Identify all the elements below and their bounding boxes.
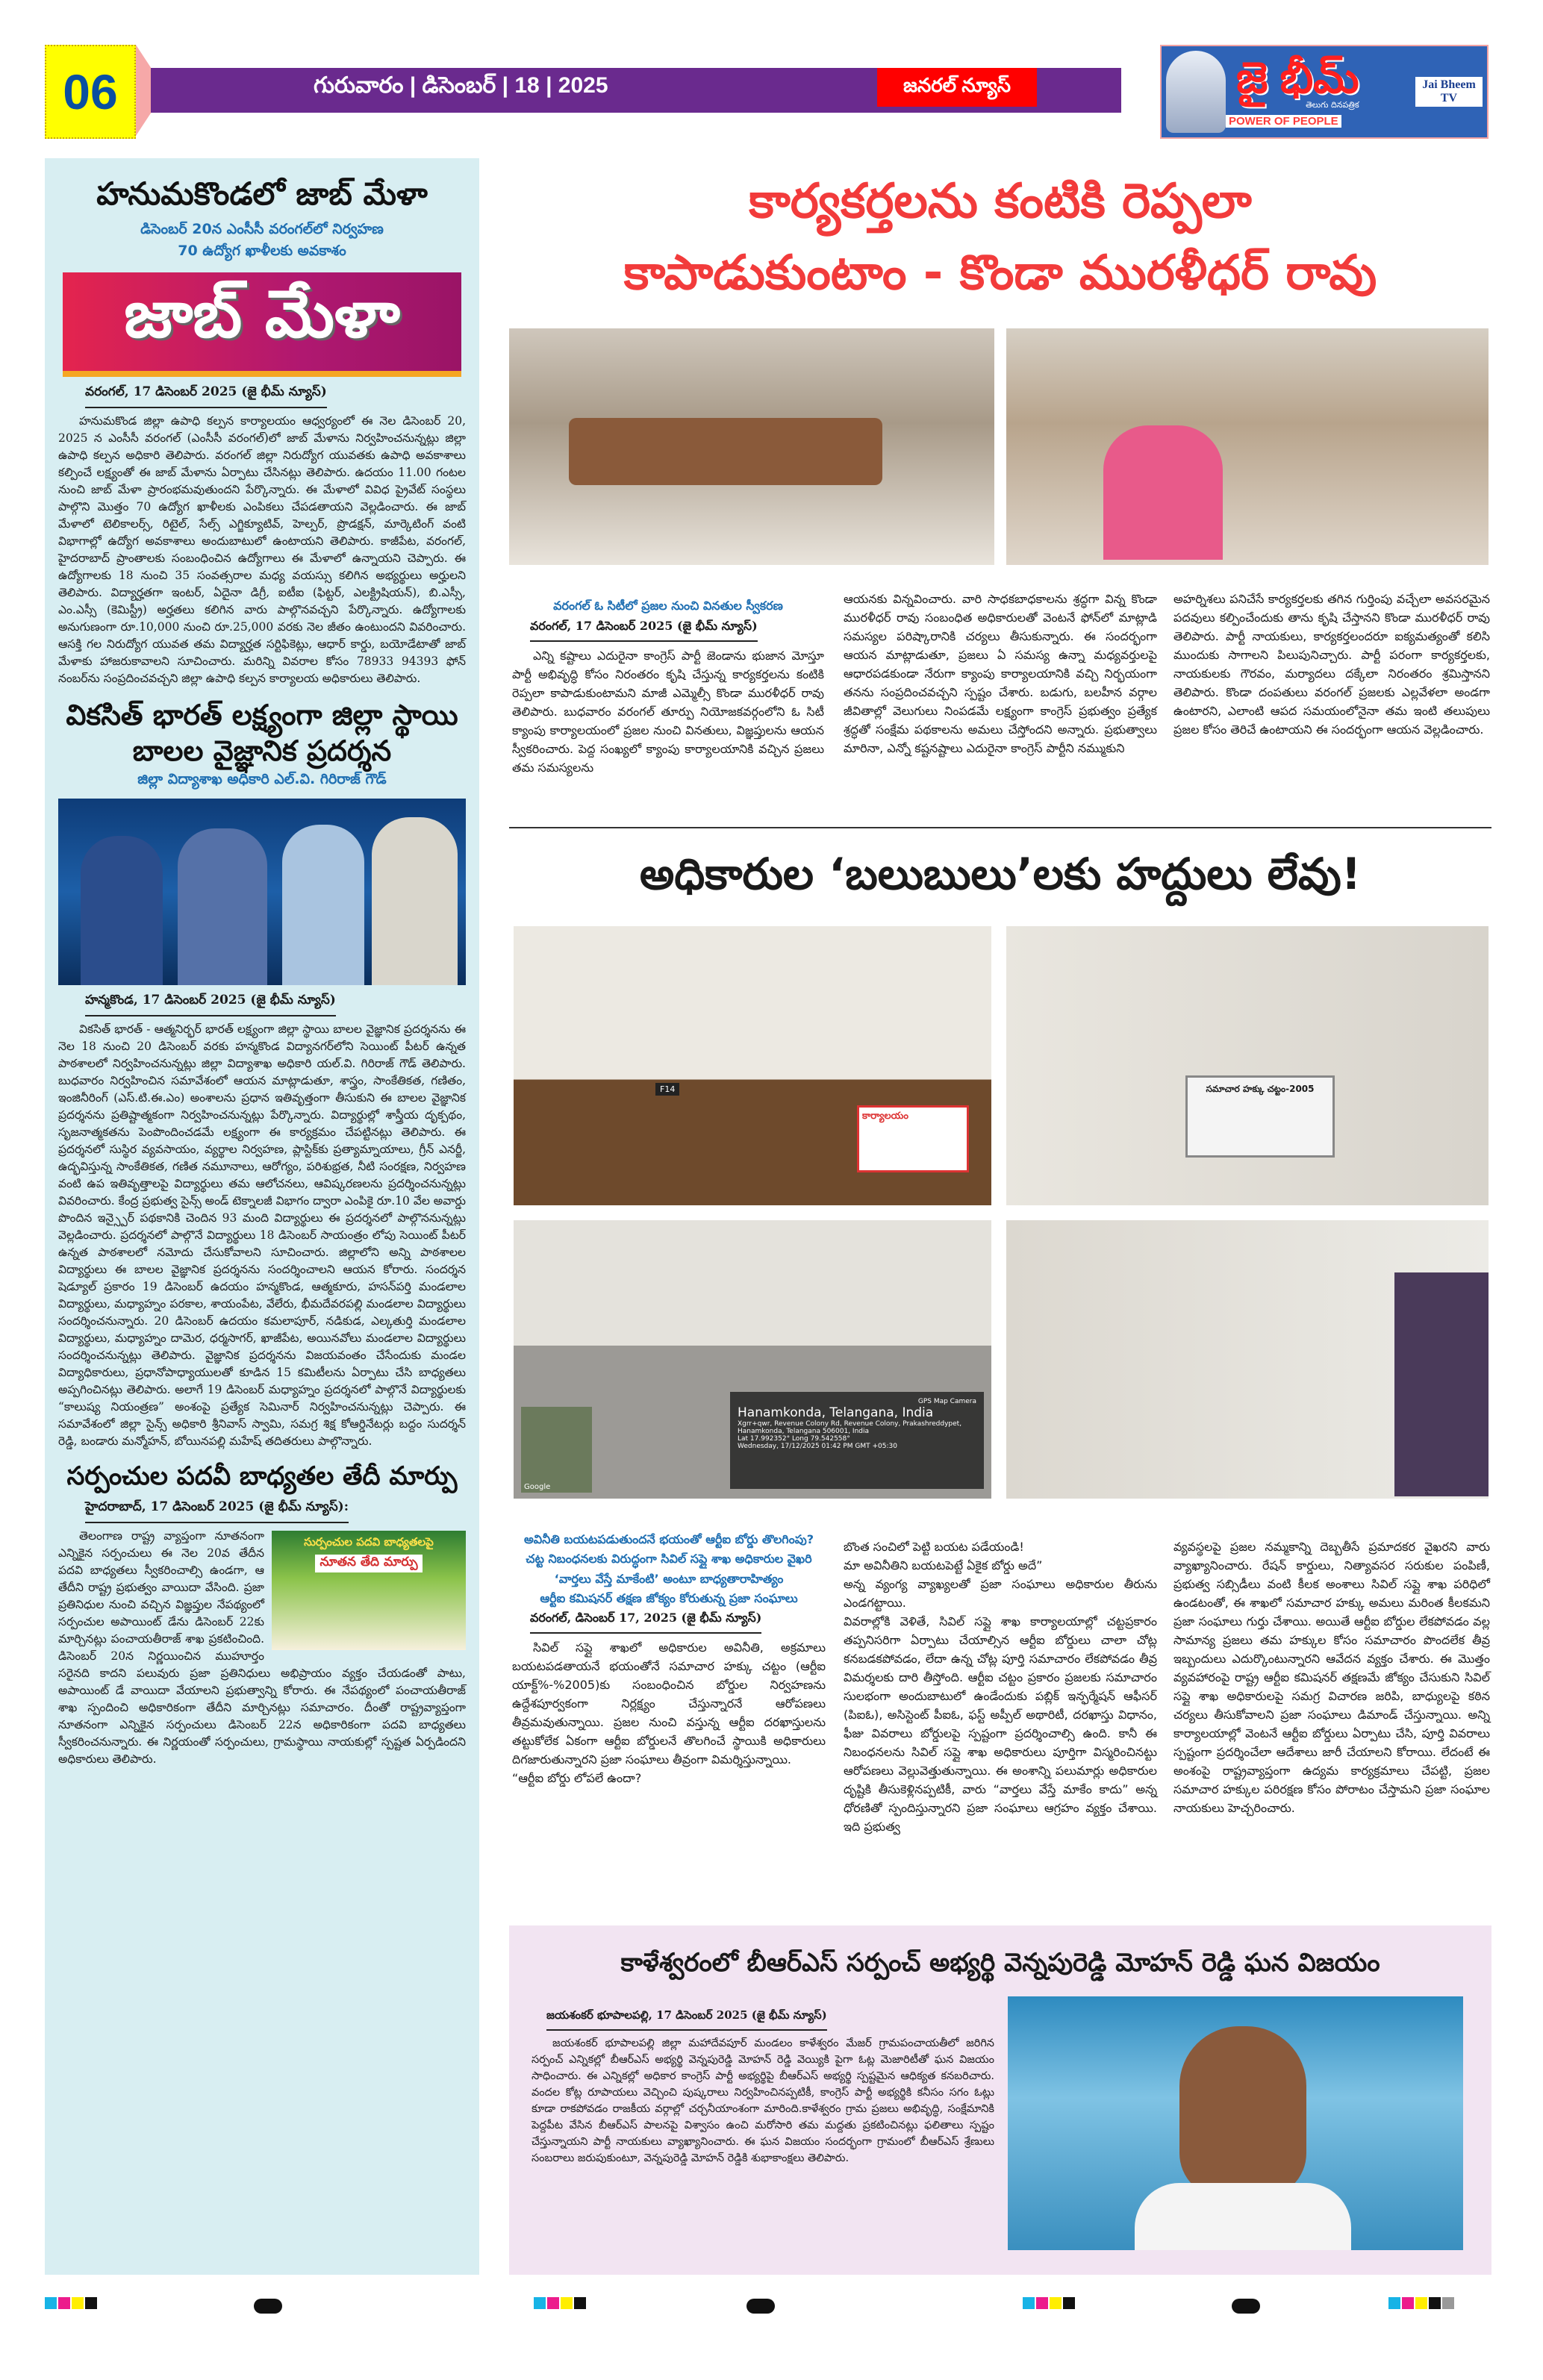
sarpanch-dateline: హైదరాబాద్, 17 డిసెంబర్ 2025 (జై భీమ్ న్యూస్): — [85, 1499, 349, 1523]
left-column — [45, 158, 479, 2275]
sarpanch-image-title: సుర్పంచుల పదవి బాధ్యతలపై — [304, 1535, 434, 1549]
gps-map-thumbnail — [521, 1407, 592, 1493]
rti-headline: అధికారుల ‘బలుబులు’లకు హద్దులు లేవు! — [639, 849, 1362, 899]
logo-sub: తెలుగు దినపత్రిక — [1306, 99, 1359, 110]
registration-oval — [746, 2299, 775, 2314]
sarpanch-headline: సర్పంచుల పదవీ బాధ్యతల తేదీ మార్పు — [66, 1461, 458, 1491]
divider — [509, 827, 1491, 828]
sarpanch-image — [272, 1531, 466, 1650]
rti-body-3: వ్యవస్థలపై ప్రజల నమ్మకాన్ని దెబ్బతీసే ప్రమాదకర వైఖరని వారు వ్యాఖ్యానించారు. రేషన్ కార్డులు, నిత్యావసర సరుకుల పంపిణీ, ప్రభుత్వ సబ్సిడీలు వంటి కీలక అంశాలు సివిల్ సప్లై శాఖ పరిధిలో ఉండటంతో, ఈ శాఖలో సమాచార హక్కు అమలు మరింత కీలకమని ప్రజా సంఘాలు గుర్తు చేశాయి. అయితే ఆర్టీఐ బోర్డుల లేకపోవడం వల్ల సామాన్య ప్రజలు తమ హక్కుల కోసం సమాచారం పొందలేక తీవ్ర ఇబ్బందులు ఎదుర్కొంటున్నారని ఆవేదన వ్యక్తం చేశారు. ఈ మొత్తం వ్యవహారంపై రాష్ట్ర ఆర్టీఐ కమిషనర్ తక్షణమే జోక్యం చేసుకుని సివిల్ సప్లై శాఖ అధికారులపై సమగ్ర విచారణ జరిపి, బాధ్యులపై కఠిన చర్యలు తీసుకోవాలని ప్రజా సంఘాలు డిమాండ్ చేస్తున్నాయి. అన్ని కార్యాలయాల్లో వెంటనే ఆర్టీఐ బోర్డులు ఏర్పాటు చేసి, పూర్తి వివరాలు స్పష్టంగా ప్రదర్శించేలా ఆదేశాలు జారీ చేయాలని కోరాయి. లేదంటే ఈ అంశంపై రాష్ట్రవ్యాప్తంగా ఉద్యమ కార్యక్రమాలు చేపట్టి, ప్రజల సమాచార హక్కుల పరిరక్షణ కోసం పోరాటం చేస్తామని ప్రజా సంఘాల నాయకులు హెచ్చరించారు. — [1173, 1540, 1490, 1815]
lead-caption: వరంగల్ ఓ సిటీలో ప్రజల నుంచి వినతుల స్వీకరణ — [553, 599, 783, 613]
lead-body-3: అహర్నిశలు పనిచేసే కార్యకర్తలకు తగిన గుర్తింపు వచ్చేలా అవసరమైన పదవులు కల్పించేందుకు తాను కృషి చేస్తానని కొండా మురళీధర్ రావు తెలిపారు. పార్టీ నాయకులు, కార్యకర్తలందరూ ఐక్యమత్యంతో కలిసి ముందుకు సాగాలని పిలుపునిచ్చారు. పార్టీ పరంగా కార్యకర్తలకు, నాయకులకు గౌరవం, మర్యాదలు దక్కేలా నిరంతరం శ్రమిస్తానని తెలిపారు. కొండా దంపతులు వరంగల్ ప్రజలకు ఎల్లవేళలా అండగా ఉంటారని, ఎలాంటి ఆపద సమయంలోనైనా తమ ఇంటి తలుపులు ప్రజల కోసం తెరిచే ఉంటాయని ఈ సందర్భంగా ఆయన వెల్లడించారు. — [1173, 592, 1490, 737]
lead-column-2 — [844, 590, 1157, 758]
rti-column-3 — [1173, 1537, 1490, 1817]
lead-column-3 — [1173, 590, 1490, 739]
room-number-plate: F14 — [655, 1083, 679, 1096]
issue-date: గురువారం | డిసెంబర్ | 18 | 2025 — [314, 73, 608, 98]
ambedkar-portrait-image — [1166, 51, 1226, 133]
lead-dateline: వరంగల్, 17 డిసెంబర్ 2025 (జై భీమ్ న్యూస్) — [530, 619, 758, 642]
rti-board: సమాచార హక్కు చట్టం-2005 — [1185, 1075, 1335, 1158]
jobmela-body: హనుమకొండ జిల్లా ఉపాధి కల్పన కార్యాలయం ఆధ్వర్యంలో ఈ నెల డిసెంబర్ 20, 2025 న ఎంసీసీ వరంగల్ (ఎంసీసీ వరంగల్)లో జాబ్ మేళాను నిర్వహించనున్నట్లు జిల్లా ఉపాధి కల్పన అధికారి తెలిపారు. వరంగల్ జిల్లా నిరుద్యోగ యువతకు ఉపాధి అవకాశాలు కల్పించే లక్ష్యంతో ఈ జాబ్ మేళాను ఏర్పాటు చేసినట్లు తెలిపారు. ఉదయం 11.00 గంటల నుంచి జాబ్ మేళా ప్రారంభమవుతుందని పేర్కొన్నారు. ఈ మేళాలో వివిధ ప్రైవేట్ సంస్థలు పాల్గొని మొత్తం 70 ఉద్యోగ ఖాళీలకు ఎంపికలు చేపడతాయని వెల్లడించారు. ఈ జాబ్ మేళాలో టెలికాలర్స్, రిటైల్, సేల్స్ ఎగ్జిక్యూటివ్, హెల్పర్, ప్రొడక్షన్, మార్కెటింగ్ వంటి విభాగాల్లో ఉద్యోగ అవకాశాలు అందుబాటులో ఉంటాయని తెలిపారు. కాజీపేట, వరంగల్, హైదరాబాద్ ప్రాంతాలకు సంబంధించిన ఉద్యోగాలు ఈ మేళాలో ఉన్నాయని చెప్పారు. ఈ ఉద్యోగాలకు 18 నుంచి 35 సంవత్సరాల మధ్య వయస్సు కలిగిన అభ్యర్థులు అర్హులని తెలిపారు. విద్యార్హతగా ఇంటర్, ఏదైనా డిగ్రీ, ఐటీఐ (ఫిట్టర్, ఎలక్ట్రిషియన్), బి.ఎస్సీ, ఎం.ఎస్సీ (కెమిస్ట్రీ) అర్హతలు కలిగిన వారు పాల్గొనవచ్చని పేర్కొన్నారు. ఉద్యోగాలకు అనుగుణంగా రూ.10,000 నుంచి రూ.25,000 వరకు నెల జీతం ఉంటుందని వివరించారు. ఆసక్తి గల నిరుద్యోగ యువత తమ విద్యార్హత సర్టిఫికెట్లు, ఆధార్ కార్డు, బయోడేటాతో జాబ్ మేళాకు హాజరుకావాలని సూచించారు. మరిన్ని వివరాల కోసం 78933 94393 ఫోన్ నంబర్‌ను సంప్రదించవచ్చని జిల్లా ఉపాధి కల్పన కార్యాలయ అధికారులు తెలిపారు. — [58, 414, 466, 686]
color-registration-marks — [45, 2297, 99, 2315]
jobmela-banner-image — [63, 272, 461, 377]
brs-headline: కాళేశ్వరంలో బీఆర్ఎస్ సర్పంచ్ అభ్యర్థి వెన్నపురెడ్డి మోహన్ రెడ్డి ఘన విజయం — [620, 1948, 1380, 1978]
jobmela-banner-text: జాబ్ మేళా — [124, 275, 400, 352]
brs-dateline: జయశంకర్ భూపాలపల్లి, 17 డిసెంబర్ 2025 (జై భీమ్ న్యూస్) — [546, 2008, 827, 2031]
rti-dateline: వరంగల్, డిసెంబర్ 17, 2025 (జై భీమ్ న్యూస్) — [530, 1611, 761, 1634]
rti-subhead-3: ‘వార్తలు వేస్తే మాకేంటి’ అంటూ బాధ్యతారాహిత్యం — [554, 1571, 784, 1586]
lead-photo-1 — [509, 328, 994, 565]
logo-tagline: POWER OF PEOPLE — [1226, 115, 1341, 128]
rti-body-2: బొంత సంచిలో పెట్టి బయట పడేయండి! మా అవినీతిని బయటపెట్టే ఏకైక బోర్డు అదే” అన్న వ్యంగ్య వ్యాఖ్యలతో ప్రజా సంఘాలు అధికారుల తీరును ఎండగట్టాయి. వివరాల్లోకి వెళితే, సివిల్ సప్లై శాఖ కార్యాలయాల్లో చట్టప్రకారం తప్పనిసరిగా ఏర్పాటు చేయాల్సిన ఆర్టీఐ బోర్డులు చాలా చోట్ల కనబడకపోవడం, లేదా ఉన్న చోట్ల పూర్తి సమాచారం లేకపోవడం తీవ్ర విమర్శలకు దారి తీస్తోంది. ఆర్టీఐ చట్టం ప్రకారం ప్రజలకు సమాచారం సులభంగా అందుబాటులో ఉండేందుకు పబ్లిక్ ఇన్ఫర్మేషన్ ఆఫీసర్ (పిఐఓ), అసిస్టెంట్ పీఐఓ, ఫస్ట్ అప్పీల్ అథారిటీ, దరఖాస్తు విధానం, ఫీజు వివరాలు బోర్డులపై స్పష్టంగా ప్రదర్శించాల్సి ఉంది. కానీ ఈ నిబంధనలను సివిల్ సప్లై శాఖ అధికారులు పూర్తిగా విస్మరించినట్టు ఆరోపణలు వెల్లువెత్తుతున్నాయి. ఈ అంశాన్ని పలుమార్లు అధికారుల దృష్టికి తీసుకెళ్లినప్పటికీ, వారు “వార్తలు వేస్తే మాకేం కాదు” అన్న ధోరణితో స్పందిస్తున్నారని ప్రజా సంఘాలు ఆగ్రహం వ్యక్తం చేశాయి. ఇది ప్రభుత్వ — [844, 1540, 1157, 1834]
jobmela-subhead-1: డిసెంబర్ 20న ఎంసీసీ వరంగల్‌లో నిర్వహణ — [140, 220, 384, 237]
science-photo — [58, 799, 466, 985]
registration-oval — [1232, 2299, 1260, 2314]
lead-column-1 — [512, 597, 824, 777]
lead-photo-2 — [1006, 328, 1489, 565]
rti-subhead-1: అవినీతి బయటపడుతుందనే భయంతో ఆర్టీఐ బోర్డు తొలగింపు? — [523, 1532, 814, 1546]
rti-subhead-4: ఆర్టీఐ కమిషనర్ తక్షణ జోక్యం కోరుతున్న ప్రజా సంఘాలు — [540, 1591, 798, 1606]
rti-photo-room — [1006, 1220, 1489, 1499]
masthead-logo — [1160, 45, 1489, 139]
jobmela-headline: హనుమకొండలో జాబ్ మేళా — [96, 175, 428, 212]
office-board: కార్యాలయం — [857, 1105, 969, 1172]
candidate-photo — [1008, 1996, 1463, 2250]
rti-photo-door — [514, 926, 991, 1205]
rti-column-2 — [844, 1537, 1157, 1836]
rti-subhead-2: చట్ట నిబంధనలకు విరుద్ధంగా సివిల్ సప్లై శాఖ అధికారుల వైఖరి — [526, 1552, 812, 1567]
science-headline: వికసిత్ భారత్ లక్ష్యంగా జిల్లా స్థాయి బాలల వైజ్ఞానిక ప్రదర్శన — [66, 699, 458, 767]
science-body: వికసిత్ భారత్ - ఆత్మనిర్భర్ భారత్ లక్ష్యంగా జిల్లా స్థాయి బాలల వైజ్ఞానిక ప్రదర్శనను ఈ నెల 18 నుంచి 20 డిసెంబర్ వరకు హన్మకొండ విద్యానగర్‌లోని సెయింట్ పీటర్ ఉన్నత పాఠశాలలో నిర్వహించనున్నట్లు జిల్లా విద్యాశాఖ అధికారి యల్.వి. గిరిరాజ్ గౌడ్ తెలిపారు. బుధవారం నిర్వహించిన సమావేశంలో ఆయన మాట్లాడుతూ, శాస్త్రం, సాంకేతికత, గణితం, ఇంజినీరింగ్ (ఎస్.టి.ఈ.ఎం) అంశాలను ప్రధాన ఇతివృత్తంగా తీసుకుని ఈ బాలల వైజ్ఞానిక ప్రదర్శనను ప్రతిష్టాత్మకంగా నిర్వహించనున్నట్లు పేర్కొన్నారు. విద్యార్థుల్లో శాస్త్రీయ దృక్పథం, సృజనాత్మకతను పెంపొందించడమే లక్ష్యంగా ఈ కార్యక్రమం చేపట్టినట్లు తెలిపారు. ఈ ప్రదర్శనలో సుస్థిర వ్యవసాయం, వ్యర్థాల నిర్వహణ, ప్లాస్టిక్‌కు ప్రత్యామ్నాయాలు, గ్రీన్ ఎనర్జీ, ఉద్భవిస్తున్న సాంకేతికత, గణిత నమూనాలు, ఆరోగ్యం, పరిశుభ్రత, నీటి సంరక్షణ, నిర్వహణ వంటి ఉప ఇతివృత్తాలపై విద్యార్థులు తమ ఆలోచనలు, ఆవిష్కరణలను ప్రదర్శించనున్నట్లు వివరించారు. కేంద్ర ప్రభుత్వ సైన్స్ అండ్ టెక్నాలజీ విభాగం ద్వారా ఎంపికై రూ.10 వేల అవార్డు పొందిన ఇన్స్పైర్ పథకానికి చెందిన 93 మంది విద్యార్థులు ఈ ప్రదర్శనలో పాల్గొననున్నట్లు వెల్లడించారు. ప్రదర్శనలో పాల్గొనే విద్యార్థులు 18 డిసెంబర్ సాయంత్రం లోపు సెయింట్ పీటర్ ఉన్నత పాఠశాలలో నమోదు చేసుకోవాలని సూచించారు. జిల్లాలోని అన్ని పాఠశాలల విద్యార్థులు ఈ బాలల వైజ్ఞానిక ప్రదర్శనను సందర్శించాలని ఆయన కోరారు. సందర్శన షెడ్యూల్ ప్రకారం 19 డిసెంబర్ ఉదయం హన్మకొండ, ఆత్మకూరు, హసన్‌పర్తి మండలాల విద్యార్థులు, మధ్యాహ్నం పరకాల, శాయంపేట, వేలేరు, భీమదేవరపల్లి మండలాల విద్యార్థులు సందర్శించనున్నారు. 20 డిసెంబర్ ఉదయం కమలాపూర్, నడికుడ, ఎల్కతుర్తి మండలాల విద్యార్థులు, మధ్యాహ్నం దామెర, ధర్మసాగర్, ఖాజీపేట, అయినవోలు మండలాల విద్యార్థులు సందర్శించనున్నట్లు తెలిపారు. వైజ్ఞానిక ప్రదర్శనను విజయవంతం చేసేందుకు మండల విద్యాధికారులు, ప్రధానోపాధ్యాయులతో కూడిన 15 కమిటీలను ఏర్పాటు చేసి బాధ్యతలు అప్పగించినట్లు తెలిపారు. అలాగే 19 డిసెంబర్ మధ్యాహ్నం ప్రదర్శనలో పాల్గొనే విద్యార్థులకు “కాలుష్య నియంత్రణ” అంశంపై ప్రత్యేక సెమినార్ నిర్వహించనున్నట్లు చెప్పారు. ఈ సమావేశంలో జిల్లా సైన్స్ అధికారి శ్రీనివాస్ స్వామి, సమగ్ర శిక్ష కోఆర్డినేటర్లు బద్దం సుదర్శన్ రెడ్డి, బండారు మన్మోహన్, బోయినపల్లి మహేష్ తదితరులు పాల్గొన్నారు. — [58, 1022, 466, 1448]
registration-oval — [254, 2299, 282, 2314]
lead-body-2: ఆయనకు విన్నవించారు. వారి సాధకబాధకాలను శ్రద్ధగా విన్న కొండా మురళీధర్ రావు సంబంధిత అధికారులతో వెంటనే ఫోన్‌లో మాట్లాడి సమస్యల పరిష్కారానికి చర్యలు తీసుకున్నారు. ఈ సందర్భంగా ఆయన మాట్లాడుతూ, ప్రజలు ఏ సమస్య ఉన్నా మధ్యవర్తులపై ఆధారపడకుండా నేరుగా క్యాంపు కార్యాలయానికి వచ్చి నిర్భయంగా తనను సంప్రదించవచ్చని స్పష్టం చేశారు. బడుగు, బలహీన వర్గాల జీవితాల్లో వెలుగులు నింపడమే లక్ష్యంగా కాంగ్రెస్ ప్రభుత్వం ప్రత్యేక శ్రద్ధతో సంక్షేమ పథకాలను అమలు చేస్తోందని అన్నారు. ప్రభుత్వాలు మారినా, ఎన్నో కష్టనష్టాలు ఎదురైనా కాంగ్రెస్ పార్టీని నమ్ముకుని — [844, 592, 1157, 755]
lead-headline-line-1: కార్యకర్తలను కంటికి రెప్పలా — [749, 174, 1252, 229]
gps-time: Wednesday, 17/12/2025 01:42 PM GMT +05:30 — [738, 1443, 897, 1450]
science-dateline: హన్మకొండ, 17 డిసెంబర్ 2025 (జై భీమ్ న్యూస్) — [85, 993, 336, 1016]
rti-photo-floor — [514, 1220, 991, 1499]
color-registration-marks — [1023, 2297, 1076, 2315]
jobmela-subhead-2: 70 ఉద్యోగ ఖాళీలకు అవకాశం — [178, 242, 346, 259]
sarpanch-body: తెలంగాణ రాష్ట్ర వ్యాప్తంగా నూతనంగా ఎన్నికైన సర్పంచులు ఈ నెల 20వ తేదీన పదవి బాధ్యతలు స్వీకరించాల్సి ఉండగా, ఆ తేదీని రాష్ట్ర ప్రభుత్వం వాయిదా వేసింది. ప్రజా ప్రతినిధుల నుంచి వచ్చిన విజ్ఞప్తుల నేపథ్యంలో సర్పంచుల అపాయింట్ డేను డిసెంబర్ 22కు మార్చినట్లు పంచాయతీరాజ్ శాఖ ప్రకటించింది. డిసెంబర్ 20న నిర్ణయించిన ముహూర్తం సరైనది కాదని పలువురు ప్రజా ప్రతినిధులు అభిప్రాయం వ్యక్తం చేయడంతో పాటు, అపాయింట్ డే వాయిదా వేయాలని ప్రభుత్వాన్ని కోరారు. ఈ నేపథ్యంలో పంచాయతీరాజ్ శాఖ స్పందించి అధికారికంగా తేదీని మార్చినట్లు సమాచారం. దీంతో రాష్ట్రవ్యాప్తంగా నూతనంగా ఎన్నికైన సర్పంచులు డిసెంబర్ 22న అధికారికంగా పదవి బాధ్యతలు స్వీకరించనున్నారు. ఈ నిర్ణయంతో సర్పంచులు, గ్రామస్థాయి నాయకుల్లో స్పష్టత ఏర్పడిందని అధికారులు తెలిపారు. — [58, 1529, 466, 1767]
tv-logo: Jai Bheem TV — [1415, 77, 1483, 107]
sarpanch-image-sub: నూతన తేది మార్పు — [315, 1555, 422, 1572]
color-registration-marks — [1388, 2297, 1456, 2315]
gps-address: Xgrr+qwr, Revenue Colony Rd, Revenue Colony, Prakashreddypet, Hanamkonda, Telangana 506001, India — [738, 1420, 962, 1435]
gps-overlay — [730, 1392, 984, 1489]
lead-headline — [509, 166, 1491, 309]
gps-coords: Lat 17.992352° Long 79.542558° — [738, 1435, 850, 1443]
rti-body-1: సివిల్ సప్లై శాఖలో అధికారుల అవినీతి, అక్రమాలు బయటపడతాయనే భయంతోనే సమాచార హక్కు చట్టం (ఆర్టీఐ యాక్ట్%-%2005)కు సంబంధించిన బోర్డుల నిర్వహణను ఉద్దేశపూర్వకంగా నిర్లక్ష్యం చేస్తున్నారనే ఆరోపణలు తీవ్రమవుతున్నాయి. ప్రజల నుంచి వస్తున్న ఆర్టీఐ దరఖాస్తులను తట్టుకోలేక ఏకంగా ఆర్టీఐ బోర్డులనే తొలగించే స్థాయికి అధికారులు దిగజారుతున్నారని ప్రజా సంఘాలు తీవ్రంగా విమర్శిస్తున్నాయి. “ఆర్టీఐ బోర్డు లోపలే ఉందా? — [512, 1640, 826, 1785]
color-registration-marks — [534, 2297, 587, 2315]
lead-body-1: ఎన్ని కష్టాలు ఎదురైనా కాంగ్రెస్ పార్టీ జెండాను భుజాన మోస్తూ పార్టీ అభివృద్ధి కోసం నిరంతరం కృషి చేస్తున్న కార్యకర్తలను కంటికి రెప్పలా కాపాడుకుంటామని మాజీ ఎమ్మెల్సీ కొండా మురళీధర్ రావు తెలిపారు. బుధవారం వరంగల్ తూర్పు నియోజకవర్గంలోని ఓ సిటీ క్యాంపు కార్యాలయంలో ప్రజల నుంచి వినతులు, విజ్ఞప్తులను ఆయన స్వీకరించారు. పెద్ద సంఖ్యలో క్యాంపు కార్యాలయానికి వచ్చిన ప్రజలు తమ సమస్యలను — [512, 648, 824, 775]
section-tag: జనరల్ న్యూస్ — [877, 68, 1037, 107]
gps-place: Hanamkonda, Telangana, India — [738, 1405, 934, 1420]
logo-name: జై భీమ్ — [1236, 53, 1359, 102]
rti-column-1 — [512, 1530, 826, 1787]
science-subhead: జిల్లా విద్యాశాఖ అధికారి ఎల్.వి. గిరిరాజ్ గౌడ్ — [137, 771, 387, 788]
map-provider-label: Google — [524, 1483, 551, 1491]
jobmela-dateline: వరంగల్, 17 డిసెంబర్ 2025 (జై భీమ్ న్యూస్) — [85, 384, 327, 408]
lead-headline-line-2: కాపాడుకుంటాం - కొండా మురళీధర్ రావు — [623, 246, 1377, 301]
page-number: 06 — [45, 45, 136, 139]
gps-app-label: GPS Map Camera — [917, 1398, 976, 1405]
brs-story-box — [509, 1925, 1491, 2275]
brs-body: జయశంకర్ భూపాలపల్లి జిల్లా మహాదేవపూర్ మండలం కాళేశ్వరం మేజర్ గ్రామపంచాయతీలో జరిగిన సర్పంచ్ ఎన్నికల్లో బీఆర్ఎస్ అభ్యర్థి వెన్నపురెడ్డి మోహన్ రెడ్డి వెయ్యికి పైగా ఓట్ల మెజారిటీతో ఘన విజయం సాధించారు. ఈ ఎన్నికల్లో అధికార కాంగ్రెస్ పార్టీ అభ్యర్థిపై బీఆర్ఎస్ అభ్యర్థి స్పష్టమైన ఆధిక్యత కనబరిచారు. వందల కోట్ల రూపాయలు వెచ్చించి పుష్కరాలు నిర్వహించినప్పటికీ, కాంగ్రెస్ పార్టీ అభ్యర్థికి కనీసం సగం ఓట్లు కూడా రాకపోవడం రాజకీయ వర్గాల్లో చర్చనీయాంశంగా మారింది.కాళేశ్వరం గ్రామ ప్రజలు అభివృద్ధి, సంక్షేమానికి పెద్దపీట వేసిన బీఆర్ఎస్ పాలనపై విశ్వాసం ఉంచి మరోసారి తమ మద్దతు ప్రకటించినట్లు ఫలితాలు స్పష్టం చేస్తున్నాయని పార్టీ నాయకులు వ్యాఖ్యానించారు. ఈ ఘన విజయం సందర్భంగా గ్రామంలో బీఆర్ఎస్ శ్రేణులు సంబరాలు జరుపుకుంటూ, వెన్నపురెడ్డి మోహన్ రెడ్డికి శుభాకాంక్షలు తెలిపారు. — [532, 2037, 994, 2164]
rti-photo-board — [1006, 926, 1489, 1205]
